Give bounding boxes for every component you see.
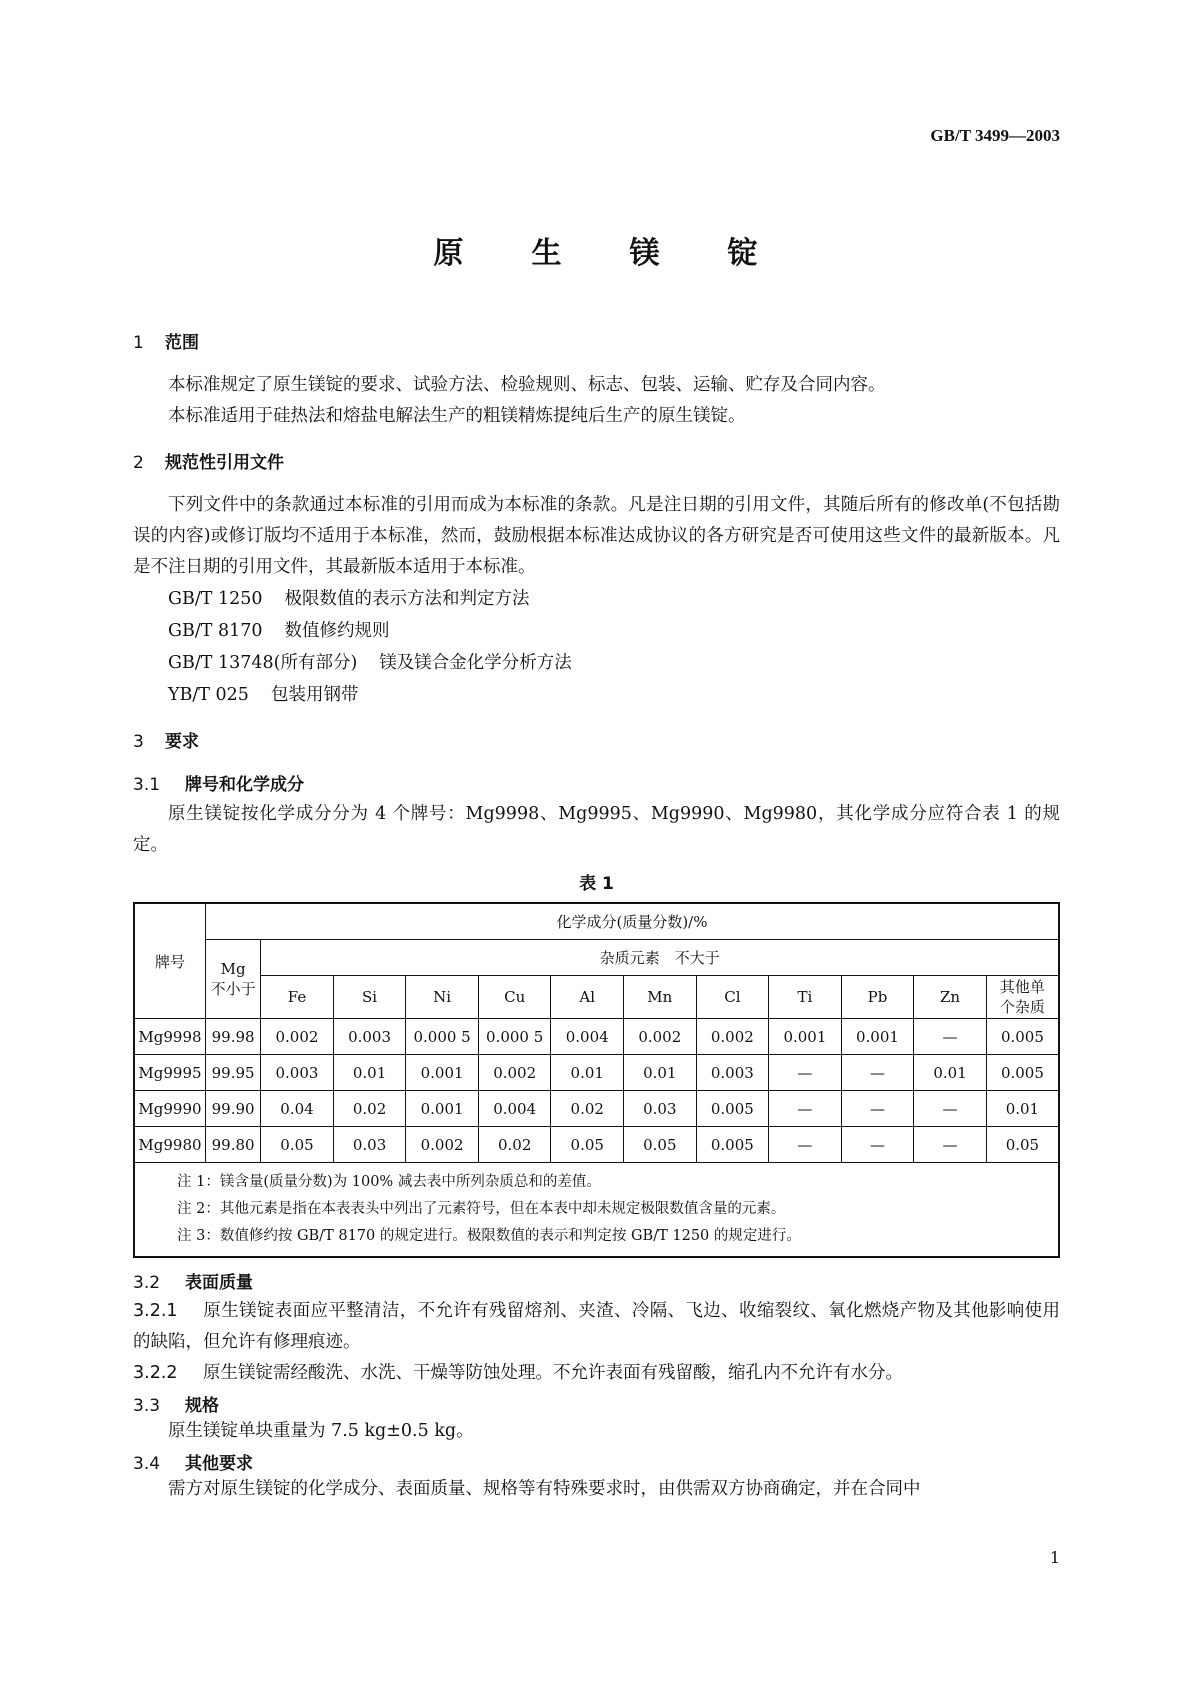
section-3-4-para: 需方对原生镁锭的化学成分、表面质量、规格等有特殊要求时，由供需双方协商确定，并在合同中 bbox=[168, 1479, 921, 1499]
header-element: Al bbox=[551, 976, 624, 1019]
value-cell: 0.005 bbox=[986, 1055, 1059, 1091]
value-cell: 0.05 bbox=[551, 1127, 624, 1163]
header-element: Pb bbox=[841, 976, 914, 1019]
value-cell: 0.004 bbox=[551, 1019, 624, 1055]
section-3-3-para: 原生镁锭单块重量为 7.5 kg±0.5 kg。 bbox=[168, 1421, 474, 1441]
table-row bbox=[134, 1127, 1059, 1163]
value-cell: 99.95 bbox=[205, 1055, 260, 1091]
value-cell: 0.003 bbox=[333, 1019, 406, 1055]
value-cell: 0.01 bbox=[551, 1055, 624, 1091]
value-cell: — bbox=[769, 1091, 842, 1127]
table-1-caption: 表 1 bbox=[579, 874, 614, 894]
value-cell: 0.01 bbox=[333, 1055, 406, 1091]
table-row bbox=[134, 1055, 1059, 1091]
document-body bbox=[133, 328, 1060, 1505]
value-cell: 0.002 bbox=[478, 1055, 551, 1091]
value-cell: — bbox=[769, 1127, 842, 1163]
value-cell: — bbox=[841, 1055, 914, 1091]
section-2-para: 下列文件中的条款通过本标准的引用而成为本标准的条款。凡是注日期的引用文件，其随后所有的修改单(不包括勘误的内容)或修订版均不适用于本标准，然而，鼓励根据本标准达成协议的各方研究是否可使用这些文件的最新版本。凡是不注日期的引用文件，其最新版本适用于本标准。 bbox=[133, 495, 1060, 577]
table-notes bbox=[134, 1163, 1059, 1258]
value-cell: 0.003 bbox=[261, 1055, 334, 1091]
value-cell: 0.01 bbox=[986, 1091, 1059, 1127]
value-cell: 0.01 bbox=[624, 1055, 697, 1091]
value-cell: — bbox=[841, 1091, 914, 1127]
header-composition: 化学成分(质量分数)/% bbox=[205, 903, 1059, 940]
value-cell: 0.001 bbox=[841, 1019, 914, 1055]
section-3-1-para: 原生镁锭按化学成分分为 4 个牌号：Mg9998、Mg9995、Mg9990、Mg9980，其化学成分应符合表 1 的规定。 bbox=[133, 804, 1060, 855]
section-3-1-heading: 3.1 牌号和化学成分 bbox=[133, 775, 304, 795]
header-mg: Mg 不小于 bbox=[205, 940, 260, 1019]
grade-cell: Mg9990 bbox=[134, 1091, 205, 1127]
ref-item: YB/T 025 包装用钢带 bbox=[168, 685, 359, 705]
value-cell: 0.02 bbox=[551, 1091, 624, 1127]
value-cell: 0.003 bbox=[696, 1055, 769, 1091]
value-cell: 0.005 bbox=[986, 1019, 1059, 1055]
value-cell: 0.04 bbox=[261, 1091, 334, 1127]
value-cell: 0.05 bbox=[261, 1127, 334, 1163]
header-element: Ti bbox=[769, 976, 842, 1019]
value-cell: 0.005 bbox=[696, 1091, 769, 1127]
ref-item: GB/T 8170 数值修约规则 bbox=[168, 621, 390, 641]
section-1-heading: 1 范围 bbox=[133, 333, 199, 353]
section-3-4-heading: 3.4 其他要求 bbox=[133, 1454, 253, 1474]
table-1 bbox=[133, 902, 1060, 1258]
header-grade: 牌号 bbox=[134, 903, 205, 1019]
header-element: Fe bbox=[261, 976, 334, 1019]
standard-number: GB/T 3499—2003 bbox=[930, 126, 1060, 145]
value-cell: 99.98 bbox=[205, 1019, 260, 1055]
page-number: 1 bbox=[1049, 1548, 1060, 1567]
table-note: 注 2：其他元素是指在本表表头中列出了元素符号，但在本表中却未规定极限数值含量的元素。 bbox=[177, 1201, 786, 1217]
value-cell: 0.002 bbox=[696, 1019, 769, 1055]
header-impurity: 杂质元素 不大于 bbox=[261, 940, 1059, 976]
value-cell: — bbox=[914, 1091, 987, 1127]
value-cell: 0.002 bbox=[261, 1019, 334, 1055]
value-cell: 0.02 bbox=[333, 1091, 406, 1127]
header-element: Ni bbox=[406, 976, 479, 1019]
section-1-para-1: 本标准规定了原生镁锭的要求、试验方法、检验规则、标志、包装、运输、贮存及合同内容。 bbox=[168, 375, 886, 395]
document-title: 原生镁锭 bbox=[433, 236, 826, 271]
section-3-2-2: 3.2.2 原生镁锭需经酸洗、水洗、干燥等防蚀处理。不允许表面有残留酸，缩孔内不允许有水分。 bbox=[133, 1363, 903, 1383]
value-cell: 0.005 bbox=[696, 1127, 769, 1163]
value-cell: 0.000 5 bbox=[478, 1019, 551, 1055]
header-element: Zn bbox=[914, 976, 987, 1019]
value-cell: 0.004 bbox=[478, 1091, 551, 1127]
header-element: Cl bbox=[696, 976, 769, 1019]
value-cell: 0.002 bbox=[624, 1019, 697, 1055]
section-1-para-2: 本标准适用于硅热法和熔盐电解法生产的粗镁精炼提纯后生产的原生镁锭。 bbox=[168, 406, 746, 426]
value-cell: — bbox=[769, 1055, 842, 1091]
header-element: Mn bbox=[624, 976, 697, 1019]
table-row bbox=[134, 1091, 1059, 1127]
ref-item: GB/T 13748(所有部分) 镁及镁合金化学分析方法 bbox=[168, 653, 572, 673]
value-cell: 0.001 bbox=[769, 1019, 842, 1055]
table-row bbox=[134, 1019, 1059, 1055]
grade-cell: Mg9980 bbox=[134, 1127, 205, 1163]
header-element: Si bbox=[333, 976, 406, 1019]
value-cell: 99.80 bbox=[205, 1127, 260, 1163]
header-element: Cu bbox=[478, 976, 551, 1019]
value-cell: 0.05 bbox=[624, 1127, 697, 1163]
value-cell: 0.05 bbox=[986, 1127, 1059, 1163]
value-cell: 0.001 bbox=[406, 1055, 479, 1091]
table-note: 注 1：镁含量(质量分数)为 100% 减去表中所列杂质总和的差值。 bbox=[177, 1174, 601, 1190]
section-2-heading: 2 规范性引用文件 bbox=[133, 453, 284, 473]
grade-cell: Mg9995 bbox=[134, 1055, 205, 1091]
value-cell: 99.90 bbox=[205, 1091, 260, 1127]
table-note: 注 3：数值修约按 GB/T 8170 的规定进行。极限数值的表示和判定按 GB/T 1250 的规定进行。 bbox=[177, 1228, 801, 1244]
ref-item: GB/T 1250 极限数值的表示方法和判定方法 bbox=[168, 589, 530, 609]
section-3-3-heading: 3.3 规格 bbox=[133, 1396, 219, 1416]
value-cell: 0.03 bbox=[624, 1091, 697, 1127]
value-cell: 0.02 bbox=[478, 1127, 551, 1163]
value-cell: 0.001 bbox=[406, 1091, 479, 1127]
value-cell: 0.03 bbox=[333, 1127, 406, 1163]
value-cell: 0.01 bbox=[914, 1055, 987, 1091]
grade-cell: Mg9998 bbox=[134, 1019, 205, 1055]
value-cell: — bbox=[914, 1127, 987, 1163]
section-3-2-heading: 3.2 表面质量 bbox=[133, 1273, 253, 1293]
value-cell: — bbox=[914, 1019, 987, 1055]
section-3-heading: 3 要求 bbox=[133, 732, 199, 752]
value-cell: 0.002 bbox=[406, 1127, 479, 1163]
header-other-impurity: 其他单 个杂质 bbox=[986, 976, 1059, 1019]
value-cell: 0.000 5 bbox=[406, 1019, 479, 1055]
value-cell: — bbox=[841, 1127, 914, 1163]
section-3-2-1: 3.2.1 原生镁锭表面应平整清洁，不允许有残留熔剂、夹渣、冷隔、飞边、收缩裂纹、氧化燃烧产物及其他影响使用的缺陷，但允许有修理痕迹。 bbox=[133, 1301, 1060, 1352]
